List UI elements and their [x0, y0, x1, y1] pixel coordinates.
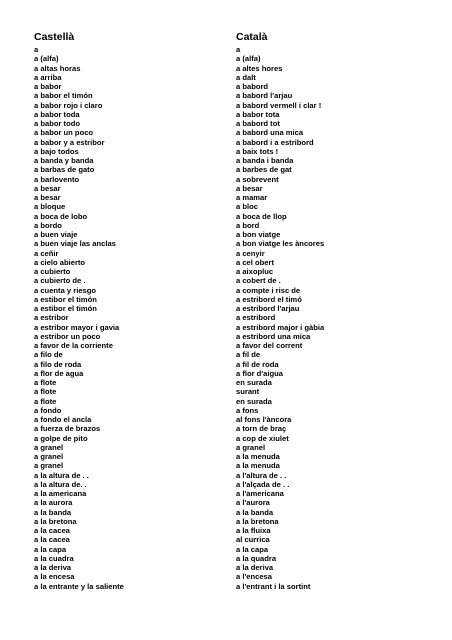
catala-term: a bon viatge les àncores — [236, 239, 325, 249]
catala-term: a fons — [236, 405, 259, 415]
catala-term: a babord l'arjau — [236, 91, 293, 101]
castella-term: a bajo todos — [34, 146, 79, 156]
catala-term: a l'altura de . . — [236, 470, 287, 480]
catala-term: a baix tots ! — [236, 146, 279, 156]
castella-term: a la cuadra — [34, 553, 74, 563]
castella-term: a la aurora — [34, 498, 73, 508]
castella-term: a babor el timón — [34, 91, 93, 101]
castella-term: a barlovento — [34, 174, 80, 184]
catala-term: a sobrevent — [236, 174, 279, 184]
castella-term: a granel — [34, 452, 64, 461]
castella-term: a babor rojo i claro — [34, 100, 103, 110]
castella-term: a la cacea — [34, 526, 70, 535]
castella-term: a boca de lobo — [34, 211, 88, 221]
catala-header: Català — [236, 31, 268, 43]
catala-term: al currica — [236, 535, 270, 545]
castella-term: a buen viaje las anclas — [34, 239, 116, 249]
castella-term: a — [34, 45, 39, 54]
castella-term: a flor de agua — [34, 368, 84, 378]
castella-term: a ceñir — [34, 248, 59, 258]
catala-term: a cobert de . — [236, 276, 281, 286]
castella-term: a babor — [34, 82, 62, 91]
castella-term: a besar — [34, 193, 61, 202]
catala-term: a la bretona — [236, 516, 279, 526]
catala-term: a cenyir — [236, 248, 265, 258]
castella-term: a babor todo — [34, 119, 80, 128]
catala-term: a banda i banda — [236, 156, 294, 165]
catala-term: a la fluixa — [236, 526, 271, 535]
castella-term: a la altura de. . — [34, 479, 87, 489]
catala-term: a l'americana — [236, 489, 284, 498]
catala-term: a estribord el timó — [236, 294, 302, 304]
castella-term: a cubierto de . — [34, 276, 86, 286]
catala-term: a boca de llop — [236, 211, 287, 221]
castella-term: a filo de — [34, 350, 63, 360]
castella-term: a babor y a estribor — [34, 137, 105, 147]
castella-term: a arriba — [34, 72, 62, 82]
castella-column — [34, 30, 224, 591]
catala-term: en surada — [236, 396, 272, 406]
catala-term: a bord — [236, 220, 260, 230]
catala-term: surant — [236, 387, 260, 397]
castella-term: a altas horas — [34, 63, 81, 73]
catala-term: a mamar — [236, 193, 268, 202]
catala-term: a bon viatge — [236, 230, 281, 239]
catala-term: a babord una mica — [236, 128, 304, 138]
castella-term: a fondo el ancla — [34, 415, 92, 424]
catala-term: a cop de xiulet — [236, 433, 289, 443]
castella-term: a flote — [34, 387, 57, 397]
castella-term: a granel — [34, 461, 64, 471]
castella-term: a estibor el timón — [34, 294, 97, 304]
castella-term: a favor de la corriente — [34, 341, 113, 350]
castella-term: a la banda — [34, 507, 72, 517]
castella-term: a estribor un poco — [34, 331, 101, 341]
castella-term: a la altura de . . — [34, 470, 89, 480]
castella-term: a banda y banda — [34, 156, 94, 165]
catala-term: al fons l'àncora — [236, 415, 292, 424]
castella-term: a besar — [34, 183, 61, 193]
catala-term: a bloc — [236, 202, 258, 212]
catala-term: a granel — [236, 442, 266, 452]
castella-term: a estribor mayor i gavia — [34, 322, 120, 332]
castella-term: a la americana — [34, 489, 87, 498]
castella-term: a (alfa) — [34, 54, 59, 64]
catala-term: a la deriva — [236, 563, 274, 572]
catala-term: a flor d'aigua — [236, 368, 283, 378]
castella-term: a granel — [34, 442, 64, 452]
catala-term: a estribord l'arjau — [236, 304, 300, 313]
castella-term: a cuenta y riesgo — [34, 285, 97, 295]
catala-column — [236, 30, 436, 591]
castella-term: a cielo abierto — [34, 257, 86, 267]
catala-term: a l'entrant i la sortint — [236, 581, 311, 591]
catala-term: a — [236, 45, 241, 54]
castella-term: a golpe de pito — [34, 433, 88, 443]
castella-term: a la bretona — [34, 516, 77, 526]
catala-term: a babord vermell i clar ! — [236, 100, 322, 110]
castella-term: a flote — [34, 378, 57, 387]
castella-term: a fondo — [34, 405, 62, 415]
castella-term: a buen viaje — [34, 230, 78, 239]
castella-term: a estibor el timón — [34, 304, 97, 313]
catala-term: a la quadra — [236, 553, 277, 563]
castella-term: a cubierto — [34, 267, 71, 276]
catala-term: a la capa — [236, 544, 269, 554]
catala-term-list — [236, 45, 436, 591]
catala-term: en surada — [236, 378, 272, 387]
catala-term: a cel obert — [236, 257, 274, 267]
catala-term: a la menuda — [236, 461, 280, 471]
catala-term: a babord — [236, 82, 269, 91]
castella-term: a la encesa — [34, 572, 75, 582]
catala-term: a dalt — [236, 72, 256, 82]
catala-term: a estribord una mica — [236, 331, 311, 341]
castella-term: a babor toda — [34, 109, 80, 119]
castella-term: a la entrante y la saliente — [34, 581, 124, 591]
castella-term: a bloque — [34, 202, 66, 212]
catala-term: a babord i a estribord — [236, 137, 314, 147]
castella-term: a fuerza de brazos — [34, 424, 101, 434]
castella-term: a la cacea — [34, 535, 70, 545]
catala-term: a l'encesa — [236, 572, 273, 582]
catala-term: a favor del corrent — [236, 341, 303, 350]
castella-term: a babor un poco — [34, 128, 94, 138]
catala-term: a la banda — [236, 507, 274, 517]
catala-term: a la menuda — [236, 452, 280, 461]
catala-term: a barbes de gat — [236, 165, 292, 175]
castella-term-list — [34, 45, 224, 591]
catala-term: a aixopluc — [236, 267, 274, 276]
catala-term: a compte i risc de — [236, 285, 301, 295]
castella-term: a la capa — [34, 544, 67, 554]
catala-term: a torn de braç — [236, 424, 287, 434]
castella-term: a estribor — [34, 313, 69, 323]
castella-header: Castellà — [34, 31, 75, 43]
catala-term: a estribord major i gàbia — [236, 322, 325, 332]
catala-term: a l'aurora — [236, 498, 270, 508]
catala-term: a fil de roda — [236, 359, 279, 369]
catala-term: a altes hores — [236, 63, 283, 73]
catala-term: a estribord — [236, 313, 276, 323]
castella-term: a la deriva — [34, 563, 72, 572]
catala-term: a (alfa) — [236, 54, 261, 64]
castella-term: a barbas de gato — [34, 165, 95, 175]
castella-term: a flote — [34, 396, 57, 406]
castella-term: a bordo — [34, 220, 62, 230]
catala-term: a l'alçada de . . — [236, 479, 290, 489]
catala-term: a babor tota — [236, 109, 280, 119]
castella-term: a filo de roda — [34, 359, 82, 369]
catala-term: a fil de — [236, 350, 261, 360]
catala-term: a babord tot — [236, 119, 280, 128]
catala-term: a besar — [236, 183, 263, 193]
